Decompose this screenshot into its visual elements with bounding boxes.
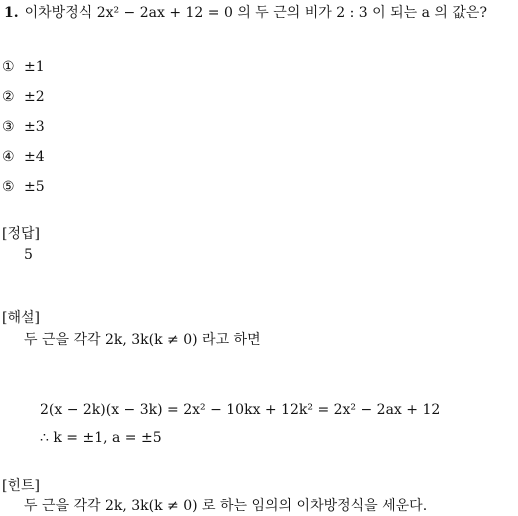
choice-1[interactable] — [2, 57, 45, 77]
answer-value: 5 — [24, 247, 33, 263]
choice-mark: ③ — [2, 119, 15, 135]
choice-mark: ① — [2, 59, 15, 75]
question-text: 이차방정식 2x² − 2ax + 12 = 0 의 두 근의 비가 2 : 3 이 되는 a 의 값은? — [24, 5, 487, 21]
question-number: 1. — [4, 5, 19, 21]
explanation-conclusion: ∴ k = ±1, a = ±5 — [40, 430, 162, 446]
explanation-line: 두 근을 각각 2k, 3k(k ≠ 0) 라고 하면 — [24, 332, 261, 348]
answer-title: [정답] — [2, 226, 40, 242]
choice-text: ±3 — [24, 119, 45, 135]
choice-text: ±1 — [24, 59, 45, 75]
choice-5[interactable] — [2, 177, 45, 197]
choice-text: ±2 — [24, 89, 45, 105]
explanation-equation: 2(x − 2k)(x − 3k) = 2x² − 10kx + 12k² = 2x² − 2ax + 12 — [40, 402, 441, 418]
hint-text: 두 근을 각각 2k, 3k(k ≠ 0) 로 하는 임의의 이차방정식을 세운다. — [24, 498, 428, 514]
explanation-title: [해설] — [2, 310, 40, 326]
choice-4[interactable] — [2, 147, 45, 167]
choice-3[interactable] — [2, 117, 45, 137]
choice-text: ±4 — [24, 149, 45, 165]
hint-title: [힌트] — [2, 478, 40, 494]
choice-mark: ⑤ — [2, 179, 15, 195]
choice-text: ±5 — [24, 179, 45, 195]
question-line — [4, 3, 518, 23]
choice-2[interactable] — [2, 87, 45, 107]
choice-mark: ② — [2, 89, 15, 105]
choice-mark: ④ — [2, 149, 15, 165]
